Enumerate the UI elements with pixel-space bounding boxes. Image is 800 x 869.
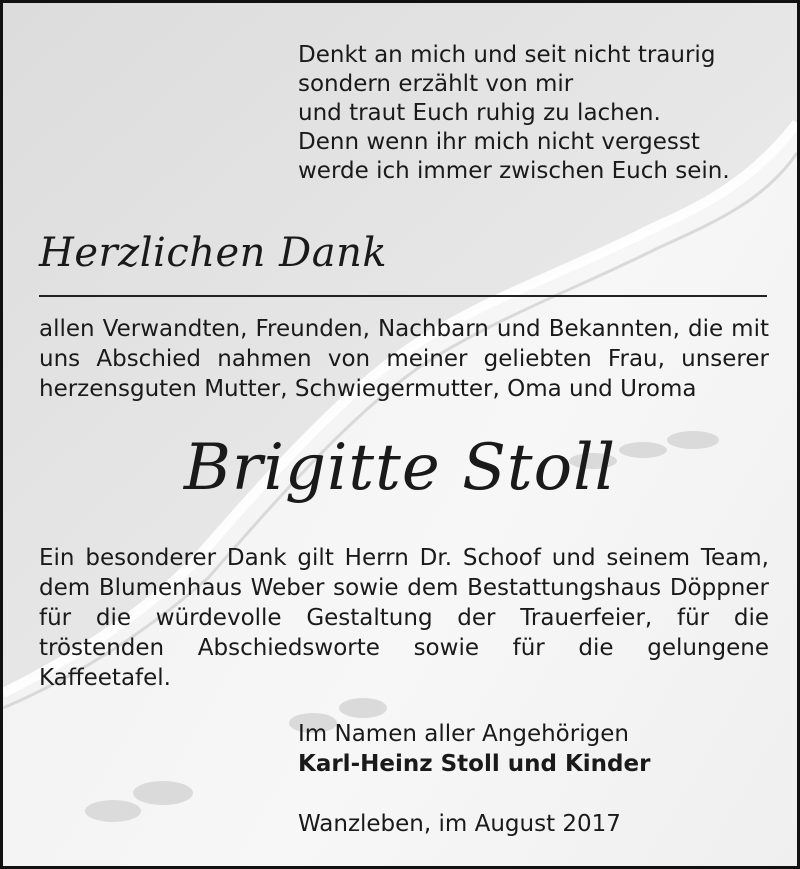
poem-line: werde ich immer zwischen Euch sein. xyxy=(298,158,730,184)
special-thanks-paragraph: Ein besonderer Dank gilt Herrn Dr. Schoof und seinem Team, dem Blumenhaus Weber sowie dem Bestattungshaus Döppner für die würdevolle Gestaltung der Trauerfeier, für die tröstenden Abschiedsworte sowie für die gelungene Kaffeetafel. xyxy=(39,545,769,691)
deceased-name: Brigitte Stoll xyxy=(183,431,617,505)
heading-herzlichen-dank: Herzlichen Dank xyxy=(39,230,388,276)
poem-line: sondern erzählt von mir xyxy=(298,71,574,97)
signature-intro: Im Namen aller Angehörigen xyxy=(298,721,629,747)
place-and-date: Wanzleben, im August 2017 xyxy=(298,811,621,837)
poem-line: und traut Euch ruhig zu lachen. xyxy=(298,100,661,126)
poem-line: Denn wenn ihr mich nicht vergesst xyxy=(298,129,700,155)
poem-line: Denkt an mich und seit nicht traurig xyxy=(298,42,716,68)
signature-block xyxy=(298,719,768,839)
divider-line xyxy=(39,295,767,297)
signature-signer: Karl-Heinz Stoll und Kinder xyxy=(298,751,651,777)
memorial-poem xyxy=(298,41,768,186)
thanks-paragraph: allen Verwandten, Freunden, Nachbarn und Bekannten, die mit uns Abschied nahmen von meiner geliebten Frau, unserer herzensguten Mutter, Schwiegermutter, Oma und Uroma xyxy=(39,316,769,402)
obituary-content xyxy=(3,3,797,866)
